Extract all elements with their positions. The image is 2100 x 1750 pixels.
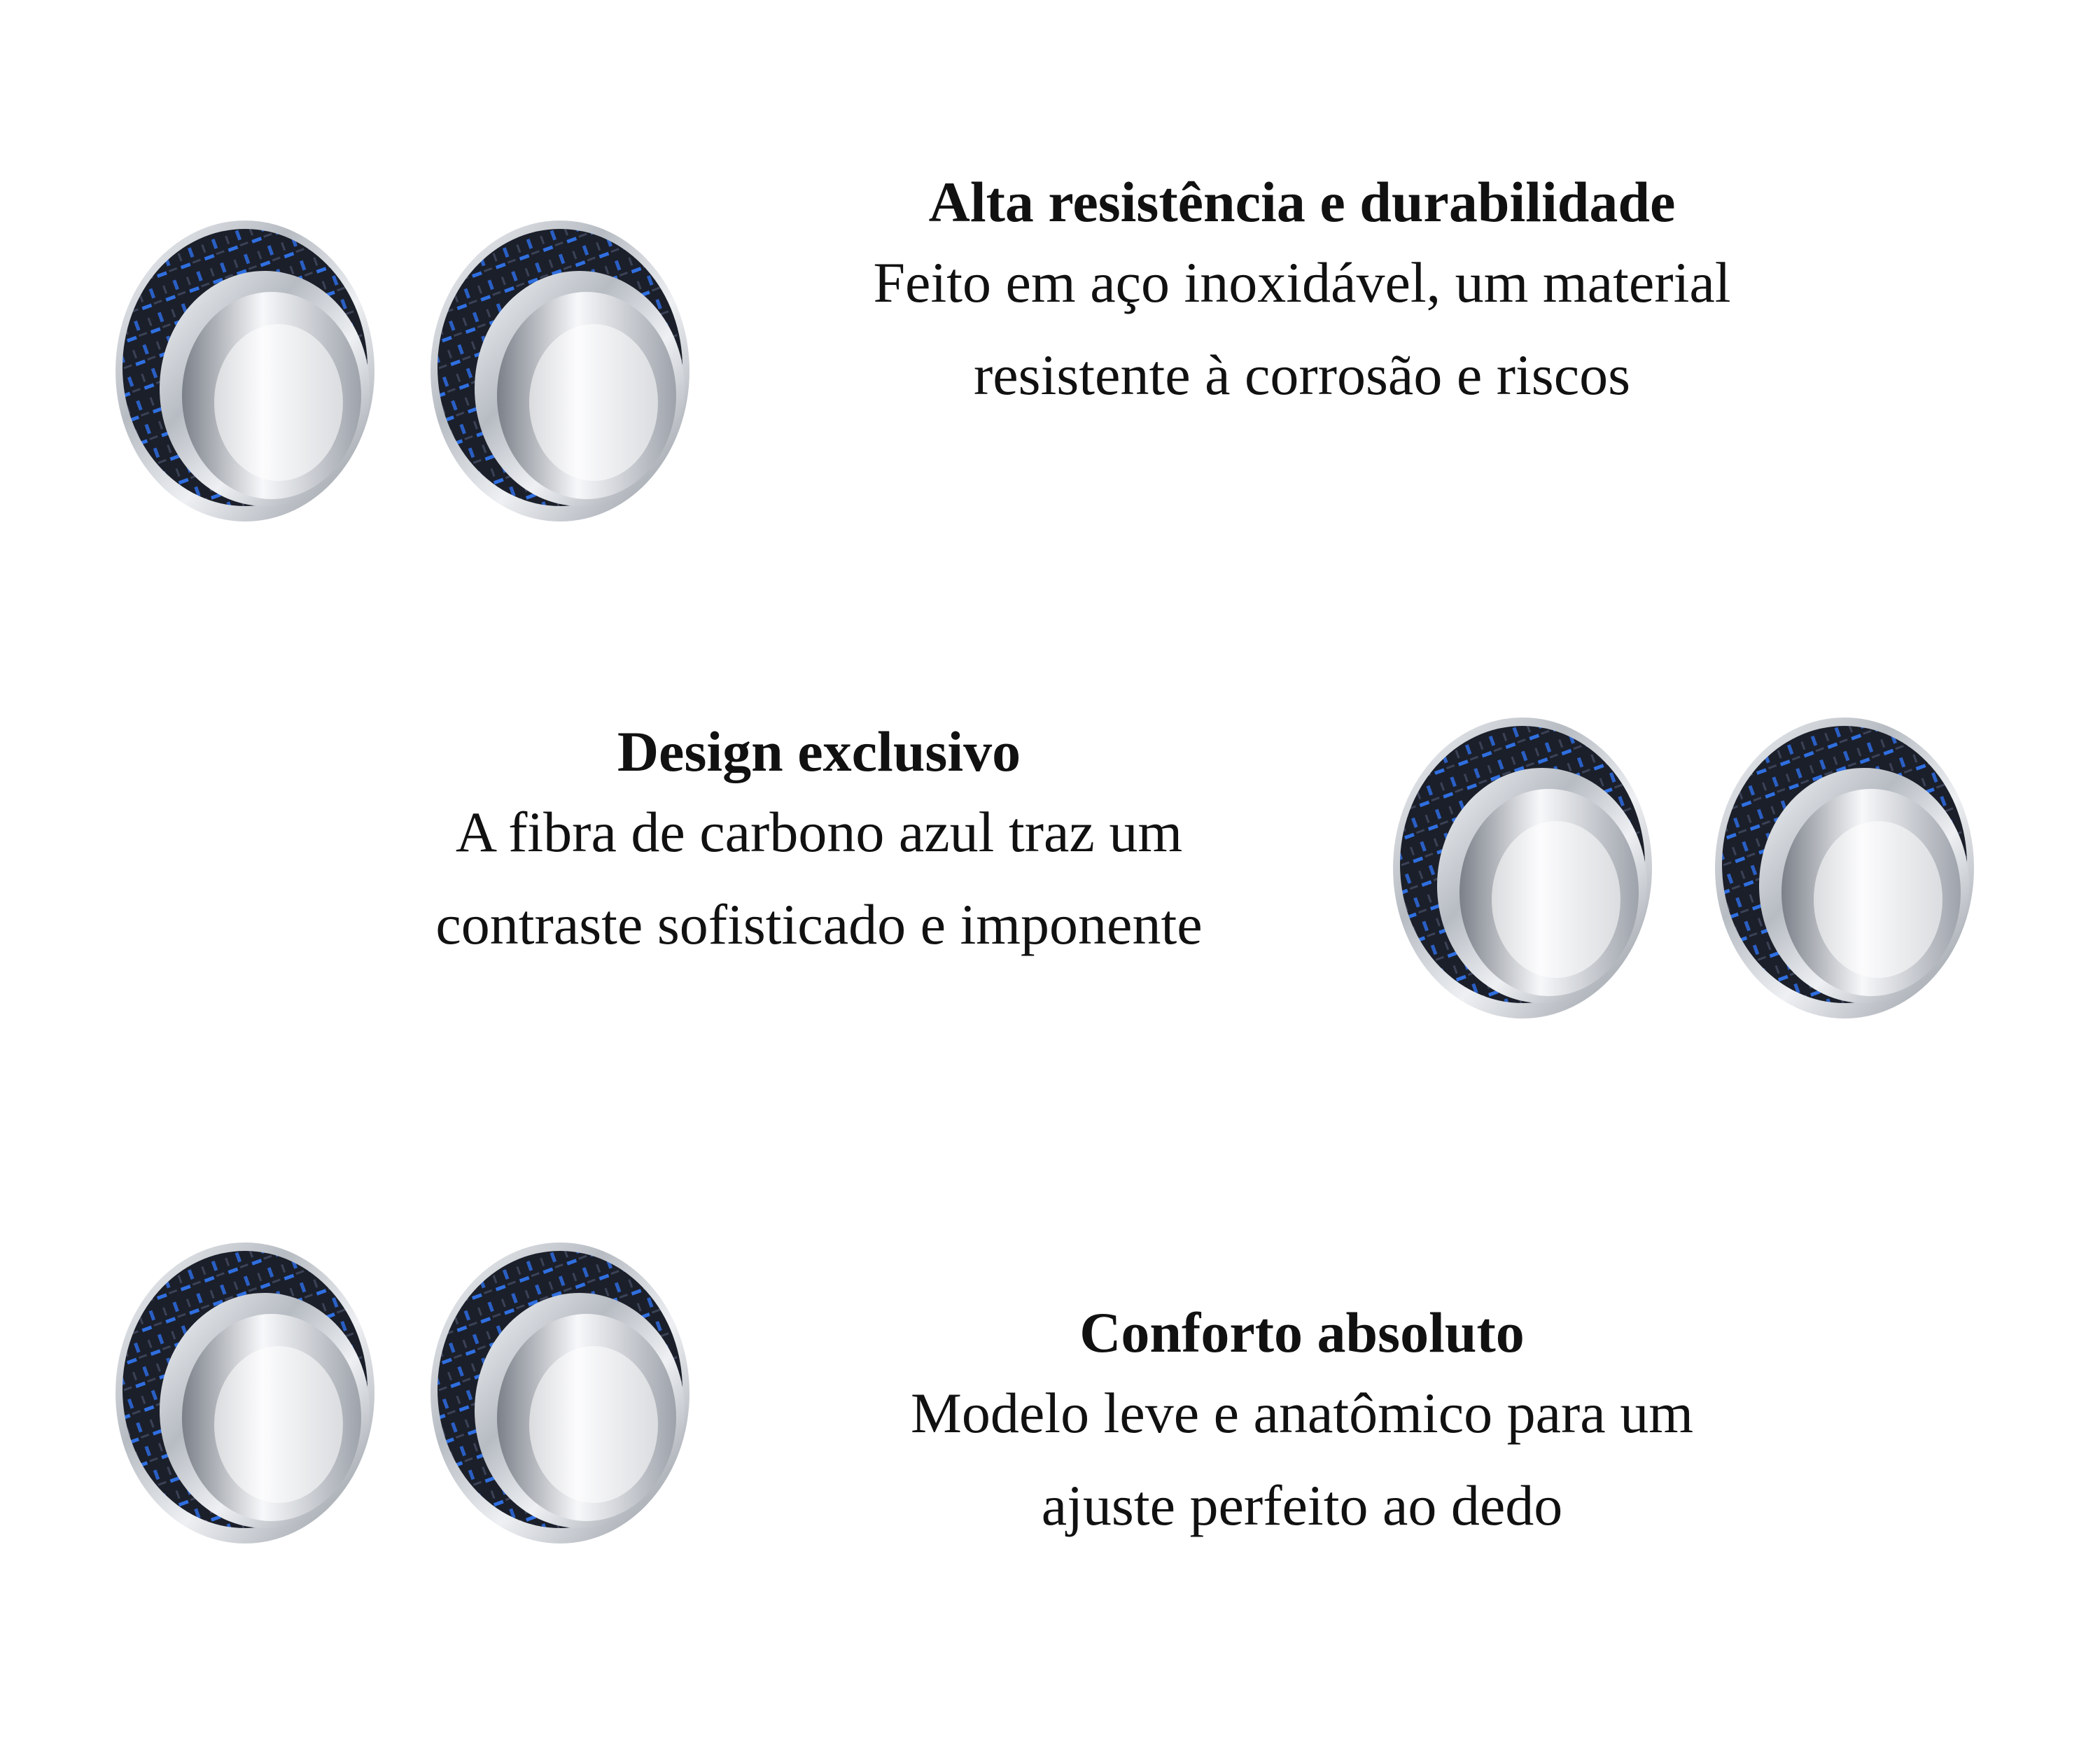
feature-section-comfort — [742, 1298, 1862, 1551]
feature-title: Alta resistência e durabilidade — [928, 170, 1676, 234]
feature-description-line: resistente à corrosão e riscos — [973, 342, 1631, 407]
ring-image — [105, 210, 399, 532]
feature-description-line: A fibra de carbono azul traz um — [455, 800, 1183, 864]
feature-description-line: contraste sofisticado e imponente — [435, 892, 1203, 956]
feature-description-line: Feito em aço inoxidável, um material — [873, 251, 1731, 315]
feature-description-line: Modelo leve e anatômico para um — [911, 1381, 1693, 1446]
feature-title: Design exclusivo — [617, 720, 1021, 783]
ring-image — [1382, 707, 1676, 1029]
feature-section-durability — [742, 168, 1862, 421]
ring-image — [420, 1232, 714, 1554]
ring-image — [420, 210, 714, 532]
ring-image — [1704, 707, 1998, 1029]
feature-description-line: ajuste perfeito ao dedo — [1041, 1473, 1563, 1537]
ring-image — [105, 1232, 399, 1554]
feature-section-design — [322, 718, 1316, 970]
feature-title: Conforto absoluto — [1079, 1301, 1525, 1364]
